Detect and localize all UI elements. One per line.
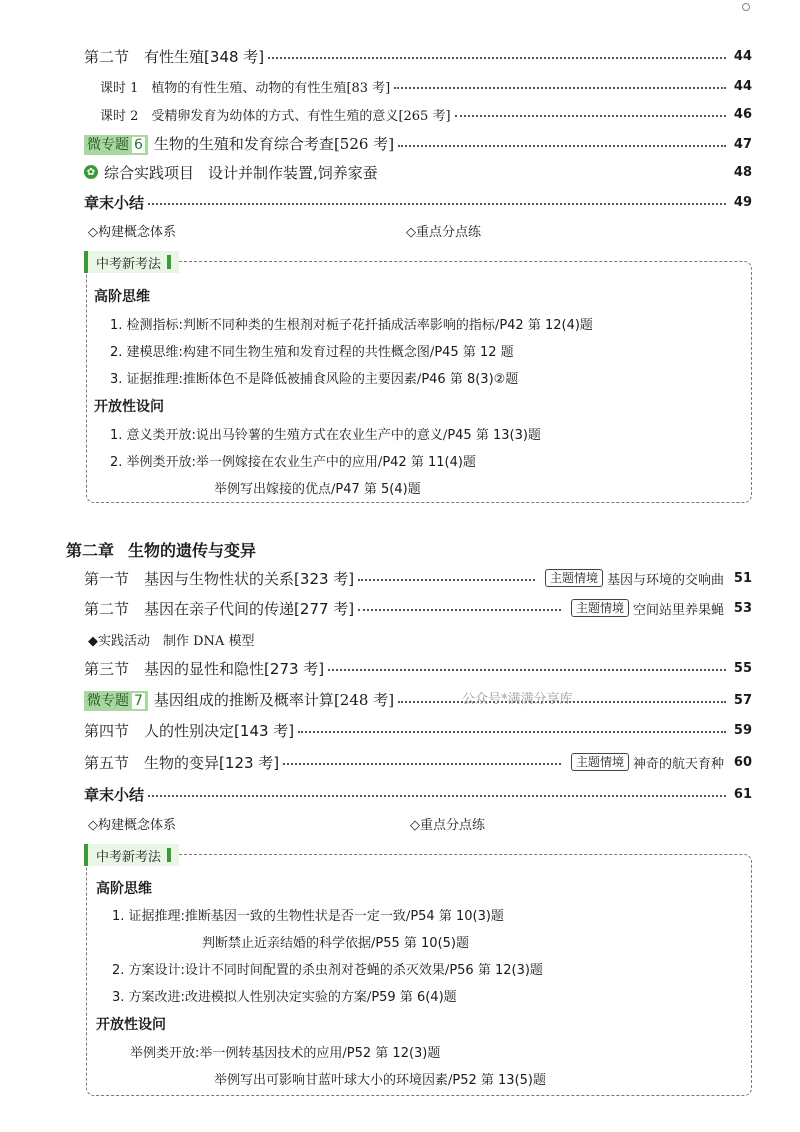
exam-count: [123 考]	[219, 753, 280, 772]
exam-count: [83 考]	[346, 80, 391, 96]
summary-item: ◇构建概念体系	[88, 225, 176, 240]
exam-count: [143 考]	[234, 721, 295, 740]
list-item: 3. 证据推理:推断体色不是降低被捕食风险的主要因素/P46 第 8(3)②题	[110, 372, 519, 387]
list-item: 3. 方案改进:改进模拟人性别决定实验的方案/P59 第 6(4)题	[112, 990, 457, 1005]
list-item: 1. 意义类开放:说出马铃薯的生殖方式在农业生产中的意义/P45 第 13(3)题	[110, 428, 541, 443]
list-item: 举例写出嫁接的优点/P47 第 5(4)题	[214, 482, 421, 497]
box-title: 中考新考法	[84, 844, 179, 866]
micro-topic-name: 基因组成的推断及概率计算	[153, 691, 334, 709]
practice-name: 设计并制作装置,饲养家蚕	[208, 163, 378, 182]
section-label: 第四节	[84, 721, 130, 740]
box-title: 中考新考法	[84, 251, 179, 273]
list-item: 2. 举例类开放:举一例嫁接在农业生产中的应用/P42 第 11(4)题	[110, 455, 476, 470]
toc-entry-micro-topic-7[interactable]	[84, 688, 752, 712]
leader-dots	[148, 795, 726, 797]
section-name: 人的性别决定	[144, 721, 235, 740]
toc-entry-section-4[interactable]	[84, 718, 752, 742]
micro-topic-name: 生物的生殖和发育综合考查	[153, 135, 334, 153]
section-label: 第三节	[84, 659, 130, 678]
micro-topic-badge: 微专题 7	[84, 691, 148, 711]
page-number: 44	[733, 78, 752, 94]
toc-entry-lesson-1[interactable]	[100, 74, 752, 98]
section-heading: 高阶思维	[96, 881, 152, 897]
page-number: 44	[733, 48, 752, 64]
corner-mark	[742, 3, 750, 11]
section-label: 第五节	[84, 753, 130, 772]
chapter-heading: 第二章 生物的遗传与变异	[66, 541, 257, 560]
section-heading: 开放性设问	[96, 1017, 166, 1033]
watermark: 公众号*满满分享库	[462, 692, 573, 707]
leader-dots	[394, 87, 726, 89]
leader-dots	[268, 57, 726, 59]
leader-dots	[358, 579, 535, 581]
section-name: 有性生殖	[144, 47, 205, 66]
page-number: 57	[733, 692, 752, 708]
toc-entry-section-1[interactable]	[84, 566, 752, 590]
gear-icon: ✿	[84, 165, 98, 179]
page-number: 53	[733, 600, 752, 616]
toc-entry-micro-topic-6[interactable]	[84, 132, 752, 156]
lesson-name: 植物的有性生殖、动物的有性生殖	[151, 80, 347, 96]
section-label: 第一节	[84, 569, 130, 588]
summary-label: 章末小结	[84, 193, 145, 212]
page-number: 60	[733, 754, 752, 770]
leader-dots	[148, 203, 726, 205]
list-item: 2. 方案设计:设计不同时间配置的杀虫剂对苍蝇的杀灭效果/P56 第 12(3)题	[112, 963, 543, 978]
toc-entry-chapter-summary[interactable]	[84, 782, 752, 806]
theme-scenario: 主题情境 神奇的航天育种	[571, 753, 732, 772]
list-item: 2. 建模思维:构建不同生物生殖和发育过程的共性概念图/P45 第 12 题	[110, 345, 514, 360]
lesson-label: 课时 1	[100, 80, 139, 96]
summary-item: ◇构建概念体系	[88, 818, 176, 833]
toc-entry-section-2[interactable]	[84, 44, 752, 68]
page-number: 46	[733, 106, 752, 122]
exam-count: [265 考]	[398, 108, 451, 124]
page-number: 55	[733, 660, 752, 676]
practice-label: 综合实践项目	[104, 163, 195, 182]
summary-item: ◇重点分点练	[406, 225, 481, 240]
list-item: 1. 检测指标:判断不同种类的生根剂对栀子花扦插成活率影响的指标/P42 第 12(4)题	[110, 318, 593, 333]
section-heading: 开放性设问	[94, 399, 164, 415]
section-name: 基因的显性和隐性	[144, 659, 265, 678]
summary-label: 章末小结	[84, 785, 145, 804]
leader-dots	[328, 669, 726, 671]
toc-entry-practice-project[interactable]	[84, 160, 752, 184]
exam-count: [348 考]	[204, 47, 265, 66]
toc-entry-section-2[interactable]	[84, 596, 752, 620]
page-number: 48	[733, 164, 752, 180]
list-item: 举例写出可影响甘蓝叶球大小的环境因素/P52 第 13(5)题	[214, 1073, 546, 1088]
toc-entry-chapter-summary[interactable]	[84, 190, 752, 214]
section-label: 第二节	[84, 47, 130, 66]
list-item: 举例类开放:举一例转基因技术的应用/P52 第 12(3)题	[130, 1046, 441, 1061]
section-name: 基因在亲子代间的传递	[144, 599, 295, 618]
exam-count: [323 考]	[294, 569, 355, 588]
theme-scenario: 主题情境 基因与环境的交响曲	[545, 569, 732, 588]
section-label: 第二节	[84, 599, 130, 618]
page-number: 51	[733, 570, 752, 586]
summary-item: ◇重点分点练	[410, 818, 485, 833]
exam-count: [273 考]	[264, 659, 325, 678]
lesson-label: 课时 2	[100, 108, 139, 124]
page-number: 59	[733, 722, 752, 738]
leader-dots	[398, 145, 726, 147]
section-name: 生物的变异	[144, 753, 220, 772]
page-number: 47	[733, 136, 752, 152]
toc-entry-section-3[interactable]	[84, 656, 752, 680]
micro-topic-badge: 微专题 6	[84, 135, 148, 155]
exam-count: [248 考]	[333, 691, 395, 709]
exam-count: [277 考]	[294, 599, 355, 618]
page-number: 61	[733, 786, 752, 802]
leader-dots	[455, 115, 726, 117]
toc-entry-lesson-2[interactable]	[100, 102, 752, 126]
leader-dots	[298, 731, 726, 733]
section-heading: 高阶思维	[94, 289, 150, 305]
list-item: 判断禁止近亲结婚的科学依据/P55 第 10(5)题	[202, 936, 469, 951]
exam-count: [526 考]	[333, 135, 395, 153]
list-item: 1. 证据推理:推断基因一致的生物性状是否一定一致/P54 第 10(3)题	[112, 909, 504, 924]
page-number: 49	[733, 194, 752, 210]
section-name: 基因与生物性状的关系	[144, 569, 295, 588]
lesson-name: 受精卵发育为幼体的方式、有性生殖的意义	[151, 108, 399, 124]
leader-dots	[283, 763, 561, 765]
toc-entry-section-5[interactable]	[84, 750, 752, 774]
leader-dots	[358, 609, 561, 611]
practice-activity: ◆实践活动 制作 DNA 模型	[88, 634, 255, 649]
theme-scenario: 主题情境 空间站里养果蝇	[571, 599, 732, 618]
